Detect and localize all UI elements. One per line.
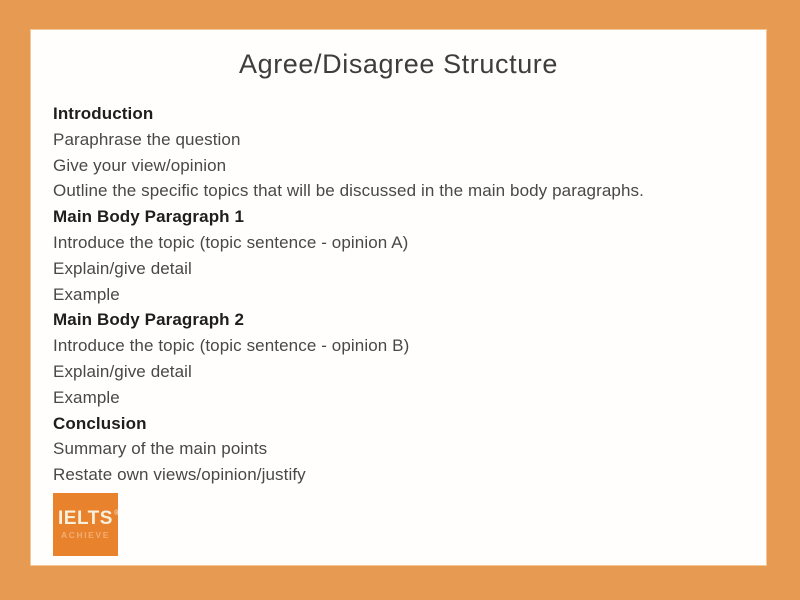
outline-item: Paraphrase the question — [53, 129, 241, 149]
section-heading-main-body-2: Main Body Paragraph 2 — [53, 310, 245, 330]
logo-brand-label: IELTS — [58, 507, 113, 529]
outline-content — [31, 101, 766, 488]
slide-card — [31, 30, 766, 565]
outline-item: Introduce the topic (topic sentence - opinion A) — [53, 232, 409, 252]
logo-subbrand-text: ACHIEVE — [61, 529, 110, 540]
outline-item: Summary of the main points — [53, 439, 268, 459]
outline-item: Restate own views/opinion/justify — [53, 465, 306, 485]
registered-trademark-icon: ® — [114, 509, 120, 517]
outline-item: Outline the specific topics that will be discussed in the main body paragraphs. — [53, 181, 644, 201]
outline-item: Example — [53, 387, 120, 407]
ielts-achieve-logo — [53, 493, 118, 556]
section-heading-main-body-1: Main Body Paragraph 1 — [53, 207, 245, 227]
outline-item: Example — [53, 284, 120, 304]
outline-item: Explain/give detail — [53, 258, 192, 278]
section-heading-introduction: Introduction — [53, 104, 154, 123]
page-title: Agree/Disagree Structure — [238, 49, 559, 79]
logo-brand-text — [58, 507, 120, 529]
outline-item: Explain/give detail — [53, 361, 192, 381]
outline-item: Introduce the topic (topic sentence - opinion B) — [53, 336, 410, 356]
section-heading-conclusion: Conclusion — [53, 413, 147, 433]
outline-item: Give your view/opinion — [53, 155, 227, 175]
